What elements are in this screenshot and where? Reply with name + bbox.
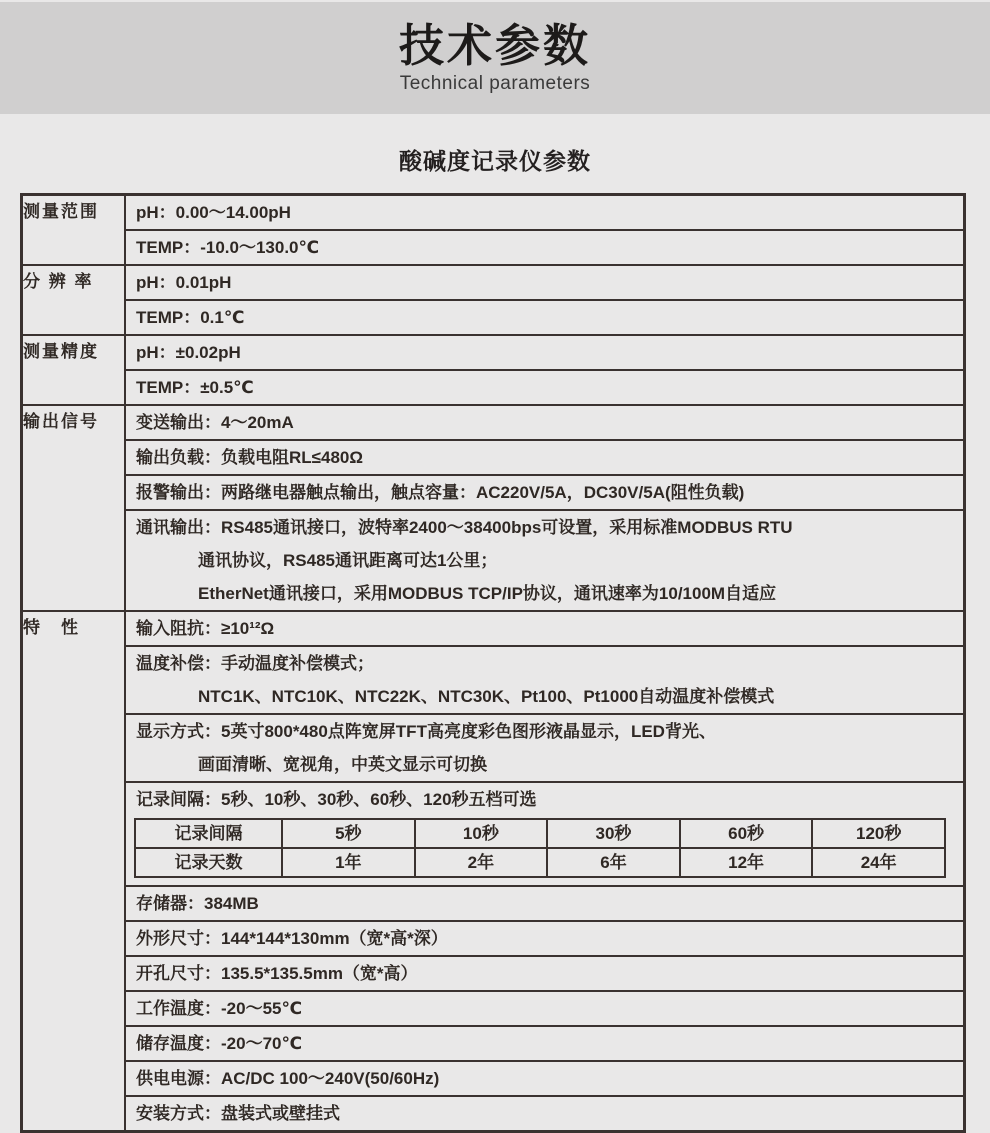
spec-cell — [125, 991, 965, 1026]
header-banner — [0, 2, 990, 114]
spec-cell — [125, 956, 965, 991]
row-output-alarm — [22, 475, 965, 510]
record-cell: 记录间隔 — [135, 819, 282, 848]
spec-text: 变送输出：4～20mA — [136, 413, 294, 432]
spec-cell — [125, 265, 965, 300]
record-cell: 5秒 — [282, 819, 415, 848]
spec-table — [20, 193, 966, 1133]
row-output-comm — [22, 510, 965, 611]
spec-cell — [125, 1026, 965, 1061]
spec-cell — [125, 510, 965, 611]
spec-cell — [125, 886, 965, 921]
row-feature-impedance — [22, 611, 965, 646]
spec-text: 开孔尺寸：135.5*135.5mm（宽*高） — [136, 964, 418, 983]
spec-text: TEMP：±0.5℃ — [136, 378, 254, 397]
record-cell: 1年 — [282, 848, 415, 877]
row-measure-range-temp — [22, 230, 965, 265]
spec-cell — [125, 300, 965, 335]
spec-text: 存储器：384MB — [136, 894, 259, 913]
spec-cell — [125, 921, 965, 956]
spec-text: 工作温度：-20～55℃ — [136, 999, 303, 1018]
row-feature-work-temp — [22, 991, 965, 1026]
spec-text: 画面清晰、宽视角，中英文显示可切换 — [198, 755, 487, 774]
row-feature-cutout — [22, 956, 965, 991]
spec-text: 安装方式：盘装式或壁挂式 — [136, 1104, 340, 1123]
row-accuracy-ph — [22, 335, 965, 370]
spec-text: 显示方式：5英寸800*480点阵宽屏TFT高亮度彩色图形液晶显示，LED背光、 — [136, 722, 716, 741]
row-resolution-ph — [22, 265, 965, 300]
row-feature-storage — [22, 886, 965, 921]
spec-cell — [125, 405, 965, 440]
spec-cell — [125, 195, 965, 231]
record-cell: 2年 — [415, 848, 548, 877]
row-feature-dimensions — [22, 921, 965, 956]
record-interval-row — [135, 819, 945, 848]
spec-text: 储存温度：-20～70℃ — [136, 1034, 303, 1053]
spec-cell — [125, 335, 965, 370]
spec-cell — [125, 230, 965, 265]
spec-text: pH：0.01pH — [136, 273, 232, 292]
banner-subtitle: Technical parameters — [399, 73, 591, 95]
row-feature-temp-comp — [22, 646, 965, 714]
spec-cell — [125, 440, 965, 475]
spec-text: TEMP：-10.0～130.0℃ — [136, 238, 320, 257]
spec-text: 输出负载：负载电阻RL≤480Ω — [136, 448, 363, 467]
spec-cell — [125, 611, 965, 646]
spec-cell — [125, 475, 965, 510]
row-output-transmit — [22, 405, 965, 440]
row-feature-power — [22, 1061, 965, 1096]
row-feature-display — [22, 714, 965, 782]
spec-text: pH：±0.02pH — [136, 343, 241, 362]
record-cell: 60秒 — [680, 819, 813, 848]
spec-cell — [125, 782, 965, 886]
banner-title: 技术参数 — [398, 19, 591, 71]
row-accuracy-temp — [22, 370, 965, 405]
row-feature-mounting — [22, 1096, 965, 1132]
spec-text: 通讯协议，RS485通讯距离可达1公里； — [198, 551, 498, 570]
spec-cell — [125, 1096, 965, 1132]
spec-cell — [125, 1061, 965, 1096]
group-label-accuracy: 测量精度 — [22, 335, 126, 405]
record-days-row — [135, 848, 945, 877]
spec-text: NTC1K、NTC10K、NTC22K、NTC30K、Pt100、Pt1000自动温度补偿模式 — [198, 687, 775, 706]
record-cell: 120秒 — [812, 819, 945, 848]
row-output-load — [22, 440, 965, 475]
spec-text: 报警输出：两路继电器触点输出，触点容量：AC220V/5A，DC30V/5A(阻性负载) — [136, 483, 745, 502]
record-days-table — [134, 818, 946, 878]
group-label-output: 输出信号 — [22, 405, 126, 611]
spec-text: 记录间隔：5秒、10秒、30秒、60秒、120秒五档可选 — [136, 790, 537, 809]
spec-text: EtherNet通讯接口，采用MODBUS TCP/IP协议，通讯速率为10/100M自适应 — [198, 584, 777, 603]
spec-text: pH：0.00～14.00pH — [136, 203, 291, 222]
spec-text: TEMP：0.1℃ — [136, 308, 245, 327]
spec-text: 输入阻抗：≥10¹²Ω — [136, 619, 275, 638]
group-label-measure-range: 测量范围 — [22, 195, 126, 266]
section-title: 酸碱度记录仪参数 — [399, 148, 591, 174]
row-resolution-temp — [22, 300, 965, 335]
record-cell: 24年 — [812, 848, 945, 877]
spec-text: 外形尺寸：144*144*130mm（宽*高*深） — [136, 929, 448, 948]
spec-text: 通讯输出：RS485通讯接口，波特率2400～38400bps可设置，采用标准MODBUS RTU — [136, 518, 793, 537]
record-cell: 30秒 — [547, 819, 680, 848]
spec-cell — [125, 714, 965, 782]
row-measure-range-ph — [22, 195, 965, 231]
record-cell: 记录天数 — [135, 848, 282, 877]
record-cell: 6年 — [547, 848, 680, 877]
spec-text: 温度补偿：手动温度补偿模式； — [136, 654, 374, 673]
group-label-resolution: 分 辨 率 — [22, 265, 126, 335]
group-label-features: 特 性 — [22, 611, 126, 1132]
row-feature-record-interval — [22, 782, 965, 886]
record-cell: 10秒 — [415, 819, 548, 848]
spec-cell — [125, 370, 965, 405]
record-cell: 12年 — [680, 848, 813, 877]
spec-text: 供电电源：AC/DC 100～240V(50/60Hz) — [136, 1069, 440, 1088]
row-feature-store-temp — [22, 1026, 965, 1061]
spec-cell — [125, 646, 965, 714]
